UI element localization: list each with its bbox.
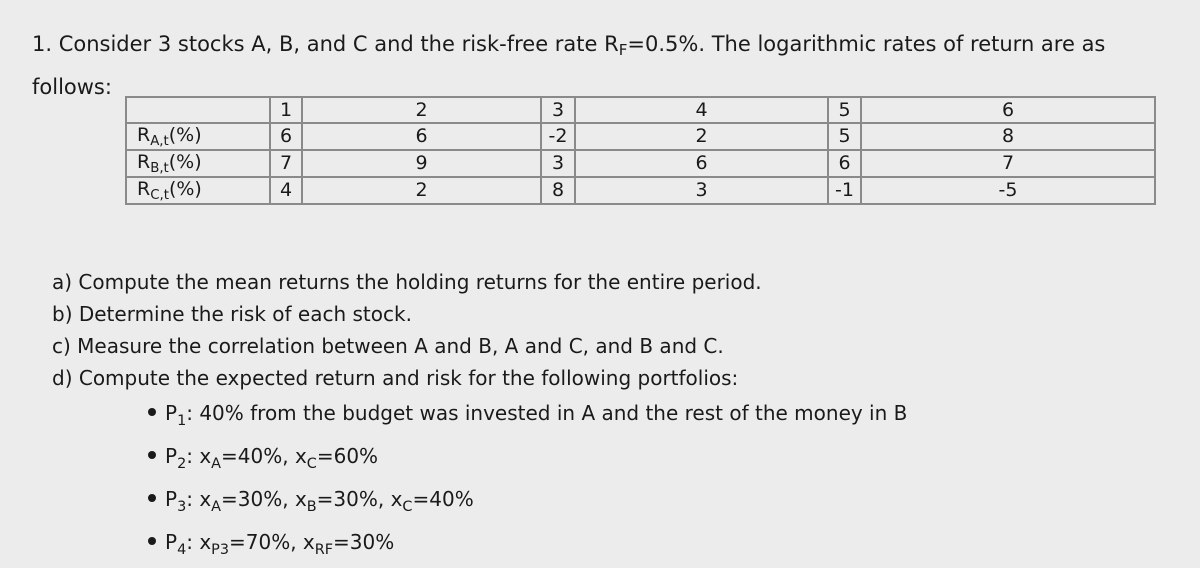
table-cell: 6 [270, 123, 302, 150]
question-c: c) Measure the correlation between A and B, A and C, and B and C. [52, 334, 724, 358]
table-row [126, 123, 1155, 150]
row-label-a: $R_{A,t}(\%)$ [126, 123, 270, 150]
question-b: b) Determine the risk of each stock. [52, 302, 412, 326]
table-cell: 7 [861, 150, 1155, 177]
question-d: d) Compute the expected return and risk for the following portfolios: [52, 366, 739, 390]
header-cell: 6 [861, 97, 1155, 123]
table-cell: -2 [541, 123, 575, 150]
header-cell: 4 [575, 97, 828, 123]
header-cell: 1 [270, 97, 302, 123]
table-cell: 8 [861, 123, 1155, 150]
table-cell: 8 [541, 177, 575, 204]
intro-text-a: 1. Consider 3 stocks A, B, and C and the risk-free rate R [32, 32, 619, 56]
table-cell: 9 [302, 150, 541, 177]
portfolio-item-p3: $P_3$: $x_A=30\%$, $x_B=30\%$, $x_C=40\%$ [148, 482, 907, 525]
question-a: a) Compute the mean returns the holding returns for the entire period. [52, 270, 762, 294]
bullet-icon [148, 537, 156, 545]
header-cell: 2 [302, 97, 541, 123]
header-cell: 5 [828, 97, 861, 123]
row-label-b: $R_{B,t}(\%)$ [126, 150, 270, 177]
intro-line-1 [32, 26, 1182, 69]
returns-table [125, 96, 1156, 205]
bullet-icon [148, 451, 156, 459]
table-cell: 2 [575, 123, 828, 150]
table-corner-cell [126, 97, 270, 123]
intro-sub: F [618, 41, 628, 60]
table-cell: 2 [302, 177, 541, 204]
table-cell: -5 [861, 177, 1155, 204]
table-cell: 6 [575, 150, 828, 177]
question-list [52, 266, 762, 394]
problem-intro [32, 26, 1182, 106]
table-row [126, 150, 1155, 177]
table-header-row [126, 97, 1155, 123]
intro-line-2: follows: [32, 75, 112, 100]
row-label-c: $R_{C,t}(\%)$ [126, 177, 270, 204]
bullet-icon [148, 408, 156, 416]
table-cell: -1 [828, 177, 861, 204]
header-cell: 3 [541, 97, 575, 123]
table-cell: 6 [302, 123, 541, 150]
table-cell: 3 [575, 177, 828, 204]
table-cell: 4 [270, 177, 302, 204]
table-cell: 7 [270, 150, 302, 177]
table-cell: 6 [828, 150, 861, 177]
portfolio-list [148, 396, 907, 568]
intro-text-b: =0.5%. The logarithmic rates of return are as [627, 32, 1106, 56]
table-cell: 3 [541, 150, 575, 177]
table-row [126, 177, 1155, 204]
bullet-icon [148, 494, 156, 502]
portfolio-item-p2: $P_2$: $x_A=40\%$, $x_C=60\%$ [148, 439, 907, 482]
portfolio-item-p4: $P_4$: $x_{P3}=70\%$, $x_{RF}=30\%$ [148, 525, 907, 568]
portfolio-item-p1: $P_1$: 40% from the budget was invested in A and the rest of the money in B [148, 396, 907, 439]
table-cell: 5 [828, 123, 861, 150]
